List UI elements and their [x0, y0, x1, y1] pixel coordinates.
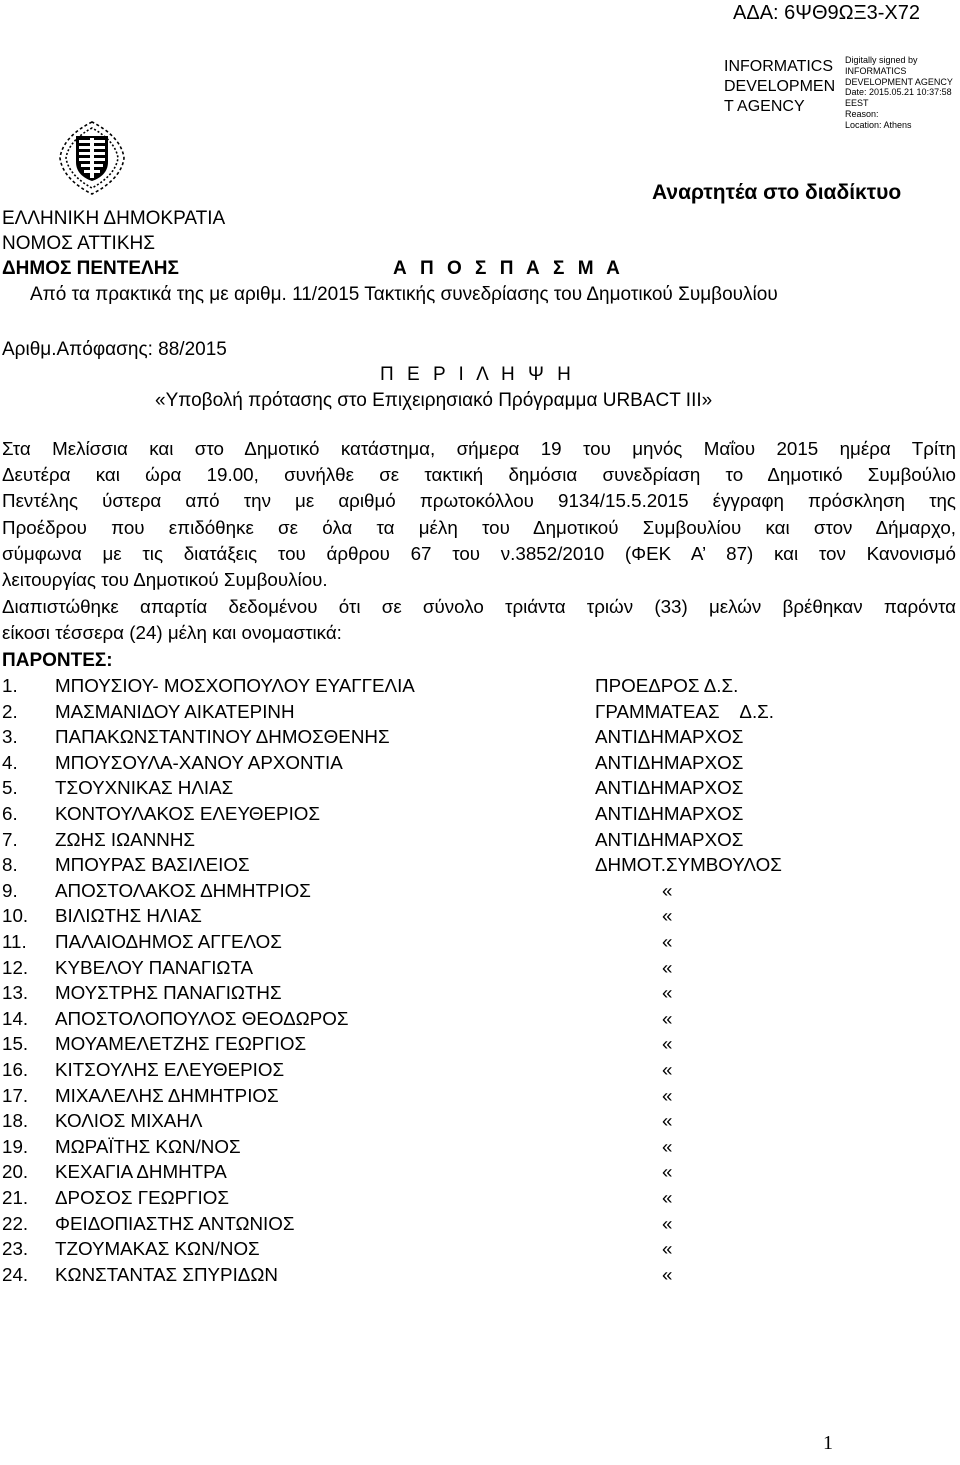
- member-number: 11.: [2, 931, 27, 952]
- member-row: [2, 1136, 902, 1161]
- member-number: 13.: [2, 982, 29, 1004]
- summary-title: Π Ε Ρ Ι Λ Η Ψ Η: [380, 364, 575, 385]
- member-role: ΑΝΤΙΔΗΜΑΡΧΟΣ: [595, 751, 744, 773]
- member-number: 20.: [2, 1161, 29, 1183]
- member-number: 8.: [2, 854, 18, 876]
- member-role: ΑΝΤΙΔΗΜΑΡΧΟΣ: [595, 828, 744, 850]
- member-name: ΜΠΟΥΡΑΣ ΒΑΣΙΛΕΙΟΣ: [55, 854, 250, 876]
- member-row: [2, 1033, 902, 1058]
- member-name: ΚΟΛΙΟΣ ΜΙΧΑΗΛ: [55, 1110, 203, 1132]
- member-number: 3.: [2, 726, 18, 748]
- member-row: [2, 701, 902, 726]
- member-number: 24.: [2, 1263, 29, 1285]
- member-row: [2, 1008, 902, 1033]
- body-line: σύμφωνα με τις διατάξεις του άρθρου 67 του ν.3852/2010 (ΦΕΚ Α’ 87) και τον Κανονισμό: [2, 543, 956, 564]
- body-line: λειτουργίας του Δημοτικού Συμβουλίου.: [2, 569, 328, 590]
- member-row: [2, 752, 902, 777]
- decision-number: Αριθμ.Απόφασης: 88/2015: [2, 339, 227, 360]
- signature-name: INFORMATICS DEVELOPMEN T AGENCY: [724, 58, 836, 115]
- signature-line: Digitally signed by: [845, 55, 918, 65]
- member-name: ΤΣΟΥΧΝΙΚΑΣ ΗΛΙΑΣ: [55, 777, 234, 799]
- member-role: ΔΗΜΟΤ.ΣΥΜΒΟΥΛΟΣ: [595, 854, 782, 876]
- member-number: 7.: [2, 828, 18, 850]
- member-number: 12.: [2, 956, 29, 978]
- member-row: [2, 1161, 902, 1186]
- member-row: [2, 777, 902, 802]
- body-line: Πεντέλης ύστερα από την με αριθμό πρωτοκόλλου 9134/15.5.2015 έγγραφη πρόσκληση της: [2, 490, 956, 511]
- member-name: ΜΙΧΑΛΕΛΗΣ ΔΗΜΗΤΡΙΟΣ: [55, 1084, 279, 1106]
- member-number: 16.: [2, 1059, 29, 1080]
- member-number: 17.: [2, 1084, 29, 1106]
- ditto-mark: «: [662, 1238, 673, 1260]
- member-name: ΑΠΟΣΤΟΛΟΠΟΥΛΟΣ ΘΕΟΔΩΡΟΣ: [55, 1007, 349, 1029]
- ditto-mark: «: [662, 1135, 673, 1157]
- ditto-mark: «: [662, 1187, 673, 1208]
- ditto-mark: «: [662, 982, 673, 1004]
- member-number: 6.: [2, 803, 18, 824]
- ditto-mark: «: [662, 1059, 673, 1080]
- member-row: [2, 829, 902, 854]
- member-row: [2, 854, 902, 879]
- member-name: ΚΟΝΤΟΥΛΑΚΟΣ ΕΛΕΥΘΕΡΙΟΣ: [55, 803, 321, 824]
- signature-details: [845, 55, 955, 131]
- present-members-title: ΠΑΡΟΝΤΕΣ:: [2, 650, 113, 671]
- decision-subject: «Υποβολή πρότασης στο Επιχειρησιακό Πρόγραμμα URBACT III»: [155, 390, 713, 411]
- member-number: 18.: [2, 1110, 29, 1132]
- member-number: 5.: [2, 777, 18, 799]
- header-municipality: ΔΗΜΟΣ ΠΕΝΤΕΛΗΣ: [2, 258, 179, 279]
- member-number: 2.: [2, 700, 18, 722]
- body-line: Στα Μελίσσια και στο Δημοτικό κατάστημα, σήμερα 19 του μηνός Μαΐου 2015 ημέρα Τρίτη: [2, 438, 956, 459]
- member-row: [2, 931, 902, 956]
- member-number: 19.: [2, 1135, 29, 1157]
- signature-line: DEVELOPMENT AGENCY: [845, 76, 953, 87]
- header-prefecture: ΝΟΜΟΣ ΑΤΤΙΚΗΣ: [2, 233, 155, 254]
- member-row: [2, 905, 902, 930]
- member-row: [2, 982, 902, 1007]
- member-name: ΑΠΟΣΤΟΛΑΚΟΣ ΔΗΜΗΤΡΙΟΣ: [55, 879, 311, 901]
- member-name: ΚΙΤΣΟΥΛΗΣ ΕΛΕΥΘΕΡΙΟΣ: [55, 1059, 285, 1080]
- minutes-reference: Από τα πρακτικά της με αριθμ. 11/2015 Τακτικής συνεδρίασης του Δημοτικού Συμβουλίου: [30, 284, 778, 305]
- member-role: ΓΡΑΜΜΑΤΕΑΣ Δ.Σ.: [595, 700, 774, 722]
- member-name: ΦΕΙΔΟΠΙΑΣΤΗΣ ΑΝΤΩΝΙΟΣ: [55, 1212, 295, 1234]
- ditto-mark: «: [662, 1033, 673, 1055]
- member-row: [2, 1238, 902, 1263]
- member-name: ΚΥΒΕΛΟΥ ΠΑΝΑΓΙΩΤΑ: [55, 956, 254, 978]
- member-row: [2, 1213, 902, 1238]
- signature-line: Location: Athens: [845, 119, 912, 130]
- page-number: 1: [823, 1432, 833, 1454]
- member-name: ΜΟΥΑΜΕΛΕΤΖΗΣ ΓΕΩΡΓΙΟΣ: [55, 1033, 307, 1055]
- ditto-mark: «: [662, 879, 673, 901]
- member-row: [2, 675, 902, 700]
- member-row: [2, 803, 902, 828]
- member-row: [2, 1059, 902, 1084]
- header-country: ΕΛΛΗΝΙΚΗ ΔΗΜΟΚΡΑΤΙΑ: [2, 208, 226, 229]
- member-number: 23.: [2, 1238, 29, 1260]
- ditto-mark: «: [662, 1007, 673, 1029]
- member-name: ΜΠΟΥΣΟΥΛΑ-ΧΑΝΟΥ ΑΡΧΟΝΤΙΑ: [55, 751, 343, 773]
- body-line: Δευτέρα και ώρα 19.00, συνήλθε σε τακτική δημόσια συνεδρίαση το Δημοτικό Συμβούλιο: [2, 464, 956, 485]
- member-role: ΠΡΟΕΔΡΟΣ Δ.Σ.: [595, 675, 739, 696]
- member-row: [2, 957, 902, 982]
- member-row: [2, 1264, 902, 1289]
- ada-code: ΑΔΑ: 6ΨΘ9ΩΞ3-Χ72: [733, 2, 920, 24]
- quorum-line: Διαπιστώθηκε απαρτία δεδομένου ότι σε σύνολο τριάντα τριών (33) μελών βρέθηκαν παρόντα: [2, 596, 956, 617]
- ditto-mark: «: [662, 1110, 673, 1132]
- ditto-mark: «: [662, 1161, 673, 1183]
- ditto-mark: «: [662, 931, 673, 952]
- member-name: ΜΟΥΣΤΡΗΣ ΠΑΝΑΓΙΩΤΗΣ: [55, 982, 282, 1004]
- posted-online-label: Αναρτητέα στο διαδίκτυο: [652, 181, 902, 204]
- member-name: ΠΑΠΑΚΩΝΣΤΑΝΤΙΝΟΥ ΔΗΜΟΣΘΕΝΗΣ: [55, 726, 390, 748]
- signature-line: INFORMATICS: [845, 65, 907, 76]
- member-name: ΚΕΧΑΓΙΑ ΔΗΜΗΤΡΑ: [55, 1161, 227, 1183]
- extract-title: Α Π Ο Σ Π Α Σ Μ Α: [393, 258, 624, 279]
- member-number: 4.: [2, 751, 18, 773]
- member-name: ΖΩΗΣ ΙΩΑΝΝΗΣ: [55, 828, 195, 850]
- member-name: ΚΩΝΣΤΑΝΤΑΣ ΣΠΥΡΙΔΩΝ: [55, 1263, 278, 1285]
- member-number: 9.: [2, 879, 18, 901]
- member-number: 1.: [2, 675, 18, 696]
- signature-line: Date: 2015.05.21 10:37:58: [845, 87, 952, 98]
- member-role: ΑΝΤΙΔΗΜΑΡΧΟΣ: [595, 803, 744, 824]
- member-number: 21.: [2, 1187, 29, 1208]
- body-line: Προέδρου που επιδόθηκε σε όλα τα μέλη του Δημοτικού Συμβουλίου και στον Δήμαρχο,: [2, 517, 956, 538]
- member-row: [2, 726, 902, 751]
- member-name: ΔΡΟΣΟΣ ΓΕΩΡΓΙΟΣ: [55, 1187, 229, 1208]
- member-name: ΜΑΣΜΑΝΙΔΟΥ ΑΙΚΑΤΕΡΙΝΗ: [55, 700, 295, 722]
- member-number: 22.: [2, 1212, 29, 1234]
- ditto-mark: «: [662, 956, 673, 978]
- signature-line: Reason:: [845, 108, 879, 119]
- greek-coat-of-arms-icon: [52, 118, 132, 198]
- signature-line: EEST: [845, 98, 869, 109]
- member-number: 14.: [2, 1007, 29, 1029]
- member-name: ΠΑΛΑΙΟΔΗΜΟΣ ΑΓΓΕΛΟΣ: [55, 931, 282, 952]
- member-name: ΜΩΡΑΪΤΗΣ ΚΩΝ/ΝΟΣ: [55, 1135, 241, 1157]
- member-row: [2, 1110, 902, 1135]
- ditto-mark: «: [662, 905, 673, 927]
- ditto-mark: «: [662, 1084, 673, 1106]
- member-role: ΑΝΤΙΔΗΜΑΡΧΟΣ: [595, 726, 744, 748]
- ditto-mark: «: [662, 1263, 673, 1285]
- member-row: [2, 1085, 902, 1110]
- member-number: 15.: [2, 1033, 29, 1055]
- member-row: [2, 880, 902, 905]
- member-number: 10.: [2, 905, 29, 927]
- member-role: ΑΝΤΙΔΗΜΑΡΧΟΣ: [595, 777, 744, 799]
- member-row: [2, 1187, 902, 1212]
- member-name: ΒΙΛΙΩΤΗΣ ΗΛΙΑΣ: [55, 905, 202, 927]
- quorum-line: είκοσι τέσσερα (24) μέλη και ονομαστικά:: [2, 622, 342, 643]
- ditto-mark: «: [662, 1212, 673, 1234]
- member-name: ΤΖΟΥΜΑΚΑΣ ΚΩΝ/ΝΟΣ: [55, 1238, 260, 1260]
- member-name: ΜΠΟΥΣΙΟΥ- ΜΟΣΧΟΠΟΥΛΟΥ ΕΥΑΓΓΕΛΙΑ: [55, 675, 415, 696]
